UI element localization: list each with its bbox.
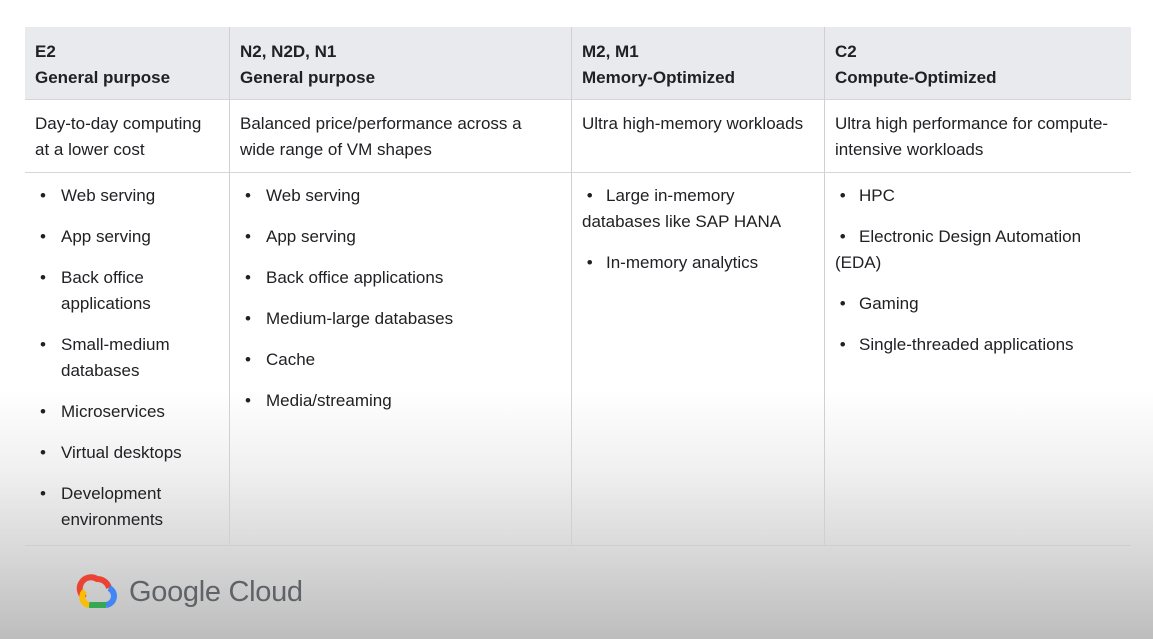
list-item: • Microservices (35, 399, 219, 425)
list-item (582, 250, 814, 276)
column-header-n2 (230, 27, 572, 100)
list-item: • Small-medium databases (35, 332, 219, 384)
bullet-icon: • (835, 186, 846, 205)
list-item (582, 183, 814, 235)
workload-list (35, 183, 219, 533)
column-header-c2 (825, 27, 1131, 100)
list-item: • Medium-large databases (240, 306, 561, 332)
list-item (835, 291, 1121, 317)
workload-list (835, 183, 1121, 358)
list-item-text: Gaming (859, 294, 919, 313)
list-item (835, 332, 1121, 358)
machine-family-table (25, 27, 1131, 546)
list-item: • Virtual desktops (35, 440, 219, 466)
bullet-icon: • (582, 186, 593, 205)
description-m2: Ultra high-memory workloads (572, 100, 825, 173)
column-header-e2 (25, 27, 230, 100)
family-category: General purpose (240, 68, 376, 87)
description-e2: Day-to-day computing at a lower cost (25, 100, 230, 173)
family-name: N2, N2D, N1 (240, 42, 337, 61)
workloads-e2 (25, 173, 230, 545)
list-item-text: HPC (859, 186, 895, 205)
workloads-m2 (572, 173, 825, 545)
list-item: • Development environments (35, 481, 219, 533)
list-item-text: Large in-memory databases like SAP HANA (582, 186, 782, 231)
list-item: • Cache (240, 347, 561, 373)
family-name: M2, M1 (582, 42, 639, 61)
family-category: General purpose (35, 68, 171, 87)
family-name: E2 (35, 42, 56, 61)
workloads-n2 (230, 173, 572, 545)
list-item: • Back office applications (35, 265, 219, 317)
list-item-text: Single-threaded applications (859, 335, 1074, 354)
list-item (835, 183, 1121, 209)
column-header-m2 (572, 27, 825, 100)
description-c2: Ultra high performance for compute-intensive workloads (825, 100, 1131, 173)
google-cloud-logo-icon (76, 574, 118, 610)
google-cloud-logo (76, 574, 303, 610)
bullet-icon: • (835, 294, 846, 313)
family-category: Memory-Optimized (582, 68, 736, 87)
list-item-text: Electronic Design Automation (EDA) (835, 227, 1082, 272)
list-item (835, 224, 1121, 276)
list-item-text: In-memory analytics (606, 253, 759, 272)
bullet-icon: • (582, 253, 593, 272)
bullet-icon: • (835, 227, 846, 246)
list-item: • Back office applications (240, 265, 561, 291)
workload-list (240, 183, 561, 414)
workload-list (582, 183, 814, 276)
list-item: • App serving (35, 224, 219, 250)
description-n2: Balanced price/performance across a wide range of VM shapes (230, 100, 572, 173)
list-item: • Web serving (35, 183, 219, 209)
bullet-icon: • (835, 335, 846, 354)
list-item: • Media/streaming (240, 388, 561, 414)
family-name: C2 (835, 42, 857, 61)
workloads-c2 (825, 173, 1131, 545)
family-category: Compute-Optimized (835, 68, 997, 87)
list-item: • App serving (240, 224, 561, 250)
logo-text: Google Cloud (129, 575, 303, 608)
list-item: • Web serving (240, 183, 561, 209)
